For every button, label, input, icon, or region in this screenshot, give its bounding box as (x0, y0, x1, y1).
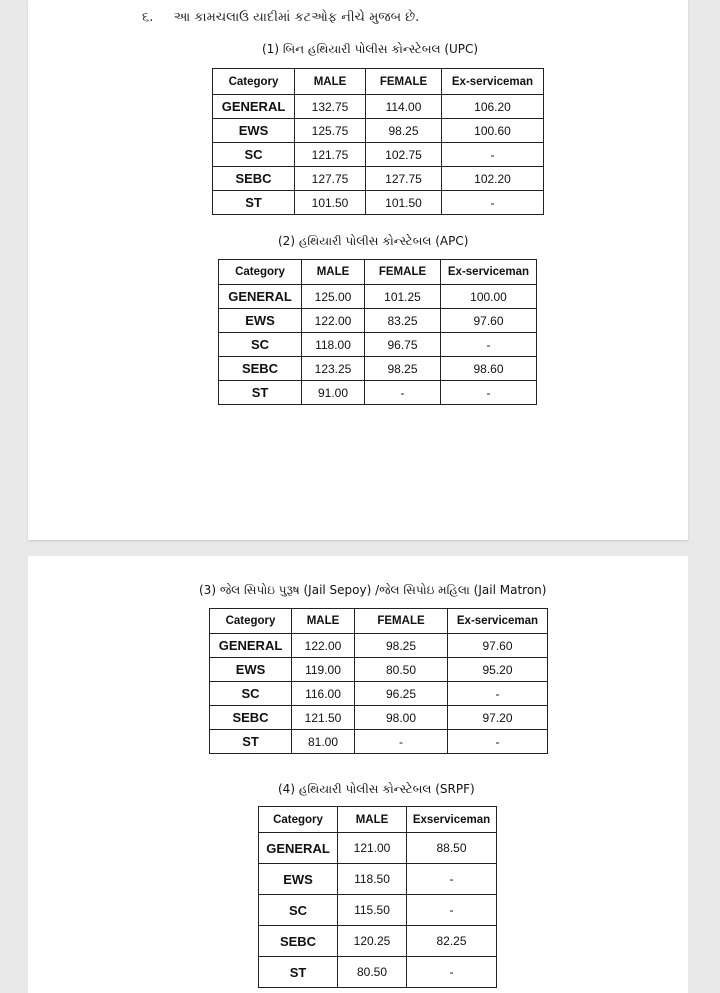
cutoff-cell: - (441, 333, 537, 357)
cutoff-cell: - (442, 191, 544, 215)
cutoff-cell: 101.25 (365, 285, 441, 309)
table-row (210, 706, 548, 730)
table-row (219, 285, 537, 309)
cutoff-cell: 98.25 (355, 634, 448, 658)
intro-line (142, 10, 419, 25)
table-row (259, 895, 497, 926)
cutoff-cell: 102.75 (366, 143, 442, 167)
table-row (213, 119, 544, 143)
table-row (213, 95, 544, 119)
table3-title: (3) જેલ સિપોઇ પુરૂષ (Jail Sepoy) /જેલ સિપોઇ મહિલા (Jail Matron) (199, 583, 547, 597)
cutoff-cell: 96.75 (365, 333, 441, 357)
jail-sepoy-cutoff-table (209, 608, 548, 754)
category-cell: EWS (213, 119, 295, 143)
cutoff-cell: 91.00 (302, 381, 365, 405)
cutoff-cell: 122.00 (302, 309, 365, 333)
table-row (259, 864, 497, 895)
cutoff-cell: 114.00 (366, 95, 442, 119)
table-row (213, 167, 544, 191)
apc-cutoff-table (218, 259, 537, 405)
cutoff-cell: 100.60 (442, 119, 544, 143)
srpf-cutoff-table (258, 806, 497, 988)
column-header: MALE (295, 69, 366, 95)
cutoff-cell: - (448, 730, 548, 754)
cutoff-cell: 83.25 (365, 309, 441, 333)
cutoff-cell: 97.60 (441, 309, 537, 333)
column-header: Ex-serviceman (448, 609, 548, 634)
cutoff-cell: 95.20 (448, 658, 548, 682)
column-header: Category (210, 609, 292, 634)
cutoff-cell: 127.75 (366, 167, 442, 191)
table-row (210, 658, 548, 682)
cutoff-cell: 127.75 (295, 167, 366, 191)
cutoff-cell: 82.25 (407, 926, 497, 957)
cutoff-cell: 118.50 (338, 864, 407, 895)
cutoff-cell: 101.50 (366, 191, 442, 215)
cutoff-cell: - (365, 381, 441, 405)
cutoff-cell: 125.00 (302, 285, 365, 309)
cutoff-cell: 100.00 (441, 285, 537, 309)
document-page-2 (28, 556, 688, 993)
column-header: FEMALE (366, 69, 442, 95)
table-row (213, 143, 544, 167)
column-header: MALE (338, 807, 407, 833)
table-row (213, 191, 544, 215)
cutoff-cell: 98.60 (441, 357, 537, 381)
cutoff-cell: 121.50 (292, 706, 355, 730)
category-cell: SC (219, 333, 302, 357)
category-cell: GENERAL (219, 285, 302, 309)
cutoff-cell: 121.00 (338, 833, 407, 864)
column-header: FEMALE (355, 609, 448, 634)
cutoff-cell: - (441, 381, 537, 405)
table2-title: (2) હથિયારી પોલીસ કોન્સ્ટેબલ (APC) (278, 234, 469, 248)
table-row (210, 730, 548, 754)
table-row (259, 957, 497, 988)
column-header: Ex-serviceman (441, 260, 537, 285)
cutoff-cell: 118.00 (302, 333, 365, 357)
category-cell: SC (213, 143, 295, 167)
category-cell: EWS (210, 658, 292, 682)
cutoff-cell: 97.20 (448, 706, 548, 730)
category-cell: SEBC (213, 167, 295, 191)
cutoff-cell: 80.50 (338, 957, 407, 988)
upc-cutoff-table (212, 68, 544, 215)
cutoff-cell: 106.20 (442, 95, 544, 119)
cutoff-cell: 121.75 (295, 143, 366, 167)
category-cell: EWS (219, 309, 302, 333)
table-row (259, 926, 497, 957)
cutoff-cell: 81.00 (292, 730, 355, 754)
category-cell: SC (259, 895, 338, 926)
column-header: Category (213, 69, 295, 95)
cutoff-cell: 125.75 (295, 119, 366, 143)
table-row (219, 333, 537, 357)
column-header: MALE (302, 260, 365, 285)
category-cell: GENERAL (210, 634, 292, 658)
category-cell: SEBC (259, 926, 338, 957)
cutoff-cell: - (448, 682, 548, 706)
cutoff-cell: 88.50 (407, 833, 497, 864)
table1-title: (1) બિન હથિયારી પોલીસ કોન્સ્ટેબલ (UPC) (262, 42, 479, 56)
cutoff-cell: 98.25 (365, 357, 441, 381)
category-cell: SC (210, 682, 292, 706)
column-header: MALE (292, 609, 355, 634)
cutoff-cell: 96.25 (355, 682, 448, 706)
table-row (210, 634, 548, 658)
cutoff-cell: 116.00 (292, 682, 355, 706)
cutoff-cell: 98.25 (366, 119, 442, 143)
category-cell: SEBC (219, 357, 302, 381)
cutoff-cell: 122.00 (292, 634, 355, 658)
table-row (219, 357, 537, 381)
cutoff-cell: 80.50 (355, 658, 448, 682)
column-header: FEMALE (365, 260, 441, 285)
cutoff-cell: - (407, 895, 497, 926)
intro-number: ૬. (142, 10, 154, 25)
cutoff-cell: 97.60 (448, 634, 548, 658)
cutoff-cell: - (355, 730, 448, 754)
column-header: Category (219, 260, 302, 285)
column-header: Exserviceman (407, 807, 497, 833)
table-row (210, 682, 548, 706)
table4-title: (4) હથિયારી પોલીસ કોન્સ્ટેબલ (SRPF) (278, 782, 475, 796)
cutoff-cell: 120.25 (338, 926, 407, 957)
category-cell: GENERAL (259, 833, 338, 864)
table-row (219, 309, 537, 333)
cutoff-cell: - (407, 957, 497, 988)
category-cell: ST (219, 381, 302, 405)
table-row (219, 381, 537, 405)
document-page-1 (28, 0, 688, 540)
intro-text: આ કામચલાઉ યાદીમાં કટઓફ નીચે મુજબ છે. (173, 10, 420, 25)
cutoff-cell: - (442, 143, 544, 167)
cutoff-cell: 115.50 (338, 895, 407, 926)
cutoff-cell: 132.75 (295, 95, 366, 119)
column-header: Category (259, 807, 338, 833)
cutoff-cell: - (407, 864, 497, 895)
category-cell: GENERAL (213, 95, 295, 119)
cutoff-cell: 98.00 (355, 706, 448, 730)
cutoff-cell: 102.20 (442, 167, 544, 191)
cutoff-cell: 119.00 (292, 658, 355, 682)
category-cell: EWS (259, 864, 338, 895)
cutoff-cell: 123.25 (302, 357, 365, 381)
category-cell: SEBC (210, 706, 292, 730)
category-cell: ST (259, 957, 338, 988)
category-cell: ST (213, 191, 295, 215)
column-header: Ex-serviceman (442, 69, 544, 95)
cutoff-cell: 101.50 (295, 191, 366, 215)
category-cell: ST (210, 730, 292, 754)
table-row (259, 833, 497, 864)
